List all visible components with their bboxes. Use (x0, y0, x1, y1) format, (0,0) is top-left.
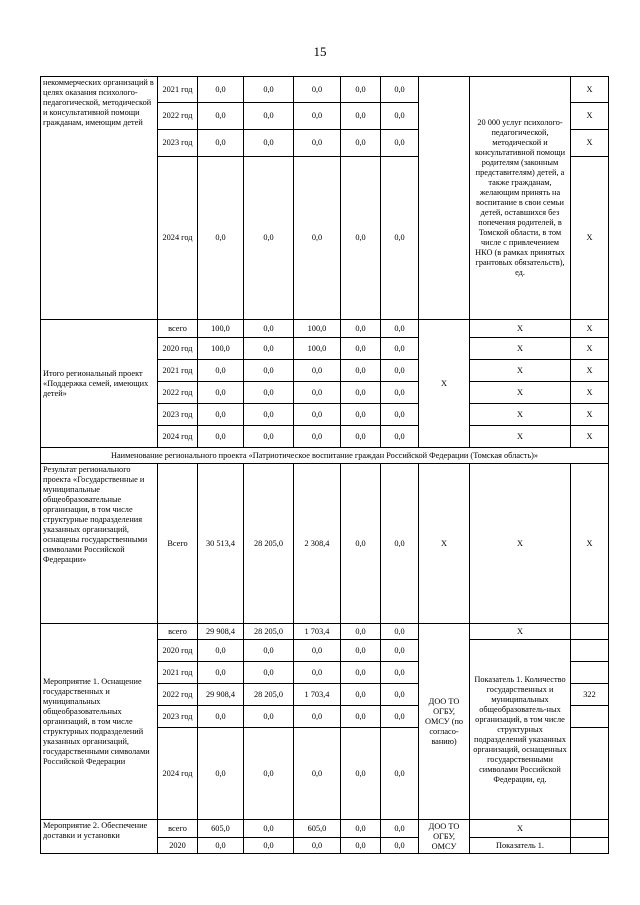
amount-cell: 0,0 (381, 103, 419, 130)
amount-cell: 1 703,4 (294, 684, 341, 706)
indicator-description: Х (470, 360, 571, 382)
amount-cell: 0,0 (198, 103, 244, 130)
amount-cell: 0,0 (294, 130, 341, 157)
amount-cell: 0,0 (294, 640, 341, 662)
amount-cell: 28 205,0 (244, 464, 294, 624)
indicator-description: Х (470, 404, 571, 426)
amount-cell: 100,0 (198, 338, 244, 360)
amount-cell: 0,0 (341, 103, 381, 130)
amount-cell: 28 205,0 (244, 624, 294, 640)
amount-cell: 0,0 (341, 426, 381, 448)
amount-cell: 0,0 (198, 662, 244, 684)
table-row (41, 820, 609, 838)
amount-cell: 0,0 (198, 640, 244, 662)
amount-cell: 0,0 (341, 820, 381, 838)
amount-cell: 100,0 (294, 338, 341, 360)
amount-cell: 0,0 (381, 838, 419, 854)
amount-cell: 0,0 (381, 640, 419, 662)
amount-cell: 28 205,0 (244, 684, 294, 706)
amount-cell: 0,0 (198, 404, 244, 426)
amount-cell: 0,0 (341, 404, 381, 426)
year-cell: 2023 год (158, 404, 198, 426)
year-cell: 2020 год (158, 338, 198, 360)
year-cell: 2023 год (158, 706, 198, 728)
indicator-value: Х (571, 103, 609, 130)
table-row (41, 448, 609, 464)
amount-cell: 0,0 (381, 820, 419, 838)
amount-cell: 1 703,4 (294, 624, 341, 640)
empty-cell (571, 838, 609, 854)
amount-cell: 0,0 (381, 662, 419, 684)
amount-cell: 0,0 (341, 838, 381, 854)
amount-cell: 0,0 (341, 360, 381, 382)
indicator-value: Х (571, 464, 609, 624)
amount-cell: 605,0 (198, 820, 244, 838)
amount-cell: 0,0 (341, 130, 381, 157)
amount-cell: 0,0 (294, 426, 341, 448)
indicator-value: Х (571, 320, 609, 338)
year-cell: 2020 (158, 838, 198, 854)
indicator-description: Показатель 1. (470, 838, 571, 854)
amount-cell: 0,0 (341, 662, 381, 684)
empty-cell (571, 820, 609, 838)
amount-cell: 0,0 (244, 382, 294, 404)
indicator-value: Х (571, 77, 609, 103)
amount-cell: 0,0 (198, 838, 244, 854)
executor-cell: ДОО ТО ОГБУ, ОМСУ (по согласо-ванию) (419, 624, 470, 820)
amount-cell: 0,0 (294, 662, 341, 684)
year-cell: 2024 год (158, 157, 198, 320)
amount-cell: 0,0 (294, 728, 341, 820)
indicator-description: Х (470, 820, 571, 838)
indicator-value: Х (571, 382, 609, 404)
indicator-description: Х (470, 382, 571, 404)
amount-cell: 0,0 (341, 706, 381, 728)
amount-cell: 0,0 (341, 624, 381, 640)
year-cell: Всего (158, 464, 198, 624)
measure-label: Мероприятие 2. Обеспечение доставки и установки (41, 820, 158, 854)
year-cell: 2023 год (158, 130, 198, 157)
table-row (41, 77, 609, 103)
amount-cell: 0,0 (341, 320, 381, 338)
year-cell: 2022 год (158, 382, 198, 404)
amount-cell: 0,0 (381, 360, 419, 382)
indicator-value: Х (571, 426, 609, 448)
amount-cell: 0,0 (381, 338, 419, 360)
indicator-description: Х (470, 624, 571, 640)
amount-cell: 0,0 (198, 706, 244, 728)
budget-table (40, 76, 609, 854)
amount-cell: 0,0 (244, 662, 294, 684)
project-header: Наименование регионального проекта «Патриотическое воспитание граждан Российской Федерации (Томская область)» (41, 448, 609, 464)
year-cell: 2024 год (158, 728, 198, 820)
amount-cell: 0,0 (294, 103, 341, 130)
amount-cell: 0,0 (244, 360, 294, 382)
amount-cell: 0,0 (244, 820, 294, 838)
indicator-value: Х (571, 338, 609, 360)
indicator-description: Х (470, 338, 571, 360)
amount-cell: 0,0 (381, 706, 419, 728)
amount-cell: 0,0 (294, 838, 341, 854)
amount-cell: 0,0 (244, 640, 294, 662)
amount-cell: 0,0 (294, 706, 341, 728)
table-row (41, 320, 609, 338)
page-number: 15 (313, 44, 327, 59)
amount-cell: 0,0 (294, 157, 341, 320)
amount-cell: 0,0 (198, 130, 244, 157)
amount-cell: 29 908,4 (198, 624, 244, 640)
measure-description: некоммерческих организаций в целях оказания психолого-педагогической, методической и консультативной помощи гражданам, имеющим детей (41, 77, 158, 320)
amount-cell: 0,0 (381, 404, 419, 426)
year-cell: 2024 год (158, 426, 198, 448)
indicator-value: 322 (571, 684, 609, 706)
amount-cell: 0,0 (244, 728, 294, 820)
amount-cell: 0,0 (341, 338, 381, 360)
amount-cell: 30 513,4 (198, 464, 244, 624)
amount-cell: 0,0 (381, 624, 419, 640)
year-cell: 2021 год (158, 662, 198, 684)
amount-cell: 0,0 (381, 382, 419, 404)
empty-cell (571, 728, 609, 820)
amount-cell: 0,0 (198, 360, 244, 382)
table-row (41, 464, 609, 624)
empty-cell (419, 77, 470, 320)
year-cell: 2022 год (158, 684, 198, 706)
indicator-value: Х (571, 404, 609, 426)
amount-cell: 0,0 (244, 404, 294, 426)
amount-cell: 0,0 (244, 103, 294, 130)
indicator-description: Х (470, 426, 571, 448)
table-row (41, 624, 609, 640)
amount-cell: 0,0 (341, 684, 381, 706)
amount-cell: 0,0 (198, 77, 244, 103)
amount-cell: 0,0 (294, 360, 341, 382)
total-label: Итого региональный проект «Поддержка семей, имеющих детей» (41, 320, 158, 448)
amount-cell: 2 308,4 (294, 464, 341, 624)
empty-cell (571, 624, 609, 640)
indicator-description: 20 000 услуг психолого-педагогической, методической и консультативной помощи родителям (законным представителям) детей, а также гражданам, желающим принять на воспитание в свои семьи детей, оставшихся без попечения родителей, в Томской области, в том числе с привлечением НКО (в рамках принятых грантовых обязательств), ед. (470, 77, 571, 320)
year-cell: 2020 год (158, 640, 198, 662)
amount-cell: 0,0 (198, 426, 244, 448)
year-cell: 2021 год (158, 360, 198, 382)
amount-cell: 0,0 (198, 728, 244, 820)
amount-cell: 0,0 (244, 706, 294, 728)
amount-cell: 0,0 (381, 157, 419, 320)
amount-cell: 0,0 (341, 77, 381, 103)
amount-cell: 0,0 (341, 464, 381, 624)
executor-cell: Х (419, 464, 470, 624)
indicator-description: Х (470, 320, 571, 338)
executor-cell: ДОО ТО ОГБУ, ОМСУ (419, 820, 470, 854)
indicator-description: Показатель 1. Количество государственных и муниципальных общеобразователь-ных организаций, в том числе структурных подразделений указанных организаций, оснащенных государственными символами Российской Федерации, ед. (470, 640, 571, 820)
amount-cell: 0,0 (341, 382, 381, 404)
indicator-description: Х (470, 464, 571, 624)
amount-cell: 0,0 (244, 320, 294, 338)
indicator-value: Х (571, 157, 609, 320)
empty-cell (571, 706, 609, 728)
year-cell: всего (158, 624, 198, 640)
amount-cell: 0,0 (198, 382, 244, 404)
year-cell: всего (158, 320, 198, 338)
indicator-value: Х (571, 360, 609, 382)
amount-cell: 29 908,4 (198, 684, 244, 706)
year-cell: 2021 год (158, 77, 198, 103)
result-label: Результат регионального проекта «Государственные и муниципальные общеобразовательные организации, в том числе структурные подразделения указанных организаций, оснащены государственными символами Российской Федерации» (41, 464, 158, 624)
amount-cell: 100,0 (198, 320, 244, 338)
amount-cell: 0,0 (244, 426, 294, 448)
year-cell: 2022 год (158, 103, 198, 130)
amount-cell: 0,0 (381, 426, 419, 448)
amount-cell: 605,0 (294, 820, 341, 838)
amount-cell: 0,0 (294, 77, 341, 103)
amount-cell: 0,0 (381, 728, 419, 820)
amount-cell: 0,0 (381, 130, 419, 157)
amount-cell: 0,0 (341, 640, 381, 662)
amount-cell: 0,0 (244, 338, 294, 360)
amount-cell: 0,0 (341, 728, 381, 820)
executor-cell: Х (419, 320, 470, 448)
empty-cell (571, 662, 609, 684)
amount-cell: 0,0 (381, 684, 419, 706)
amount-cell: 0,0 (381, 464, 419, 624)
amount-cell: 0,0 (244, 130, 294, 157)
amount-cell: 0,0 (294, 382, 341, 404)
amount-cell: 0,0 (244, 77, 294, 103)
amount-cell: 0,0 (294, 404, 341, 426)
measure-label: Мероприятие 1. Оснащение государственных и муниципальных общеобразовательных организаций, в том числе структурных подразделений указанных организаций, государственными символами Российской Федерации (41, 624, 158, 820)
year-cell: всего (158, 820, 198, 838)
amount-cell: 0,0 (244, 157, 294, 320)
empty-cell (571, 640, 609, 662)
amount-cell: 0,0 (244, 838, 294, 854)
amount-cell: 100,0 (294, 320, 341, 338)
indicator-value: Х (571, 130, 609, 157)
amount-cell: 0,0 (198, 157, 244, 320)
amount-cell: 0,0 (341, 157, 381, 320)
amount-cell: 0,0 (381, 77, 419, 103)
amount-cell: 0,0 (381, 320, 419, 338)
